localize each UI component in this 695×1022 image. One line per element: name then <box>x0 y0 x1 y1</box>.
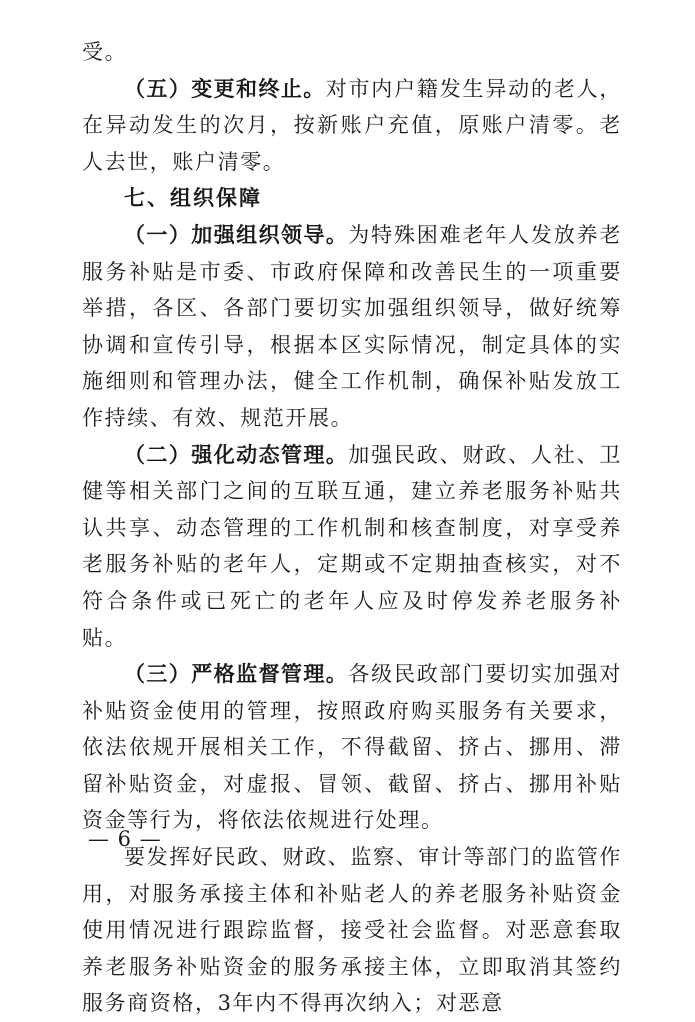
paragraph-text: 受。 <box>82 40 128 64</box>
paragraph-supervision <box>82 656 622 839</box>
paragraph-text: 加强民政、财政、人社、卫健等相关部门之间的互联互通，建立养老服务补贴共认共享、动态管理的工作机制和核查制度，对享受养老服务补贴的老年人，定期或不定期抽查核实，对不符合条件或已死亡的老年人应及时停发养老服务补贴。 <box>82 442 623 650</box>
paragraph-lead: （一）加强组织领导。 <box>124 222 349 247</box>
paragraph-text: 各级民政部门要切实加强对补贴资金使用的管理，按照政府购买服务有关要求，依法依规开展相关工作，不得截留、挤占、挪用、滞留补贴资金，对虚报、冒领、截留、挤占、挪用补贴资金等行为，将依法依规进行处理。 <box>82 662 623 833</box>
document-body <box>82 34 622 1022</box>
paragraph-text: 为特殊困难老年人发放养老服务补贴是市委、市政府保障和改善民生的一项重要举措，各区、各部门要切实加强组织领导，做好统筹协调和宣传引导，根据本区实际情况，制定具体的实施细则和管理办法，健全工作机制，确保补贴发放工作持续、有效、规范开展。 <box>82 222 623 430</box>
page-number: — 6 — <box>88 827 162 851</box>
section-heading <box>82 180 622 217</box>
paragraph-change-termination <box>82 71 622 181</box>
paragraph-dynamic-management <box>82 437 622 657</box>
paragraph-lead: （二）强化动态管理。 <box>124 442 349 467</box>
paragraph-lead: （五）变更和终止。 <box>124 76 326 101</box>
paragraph-oversight <box>82 839 622 1022</box>
section-heading-text: 七、组织保障 <box>124 185 262 211</box>
paragraph-lead: （三）严格监督管理。 <box>124 662 349 687</box>
paragraph-leadership <box>82 217 622 437</box>
paragraph-text: 对市内户籍发生异动的老人，在异动发生的次月，按新账户充值，原账户清零。老人去世，账户清零。 <box>82 76 622 174</box>
paragraph-continuation <box>82 34 622 71</box>
paragraph-text: 要发挥好民政、财政、监察、审计等部门的监管作用，对服务承接主体和补贴老人的养老服务补贴资金使用情况进行跟踪监督，接受社会监督。对恶意套取养老服务补贴资金的服务承接主体，立即取消其签约服务商资格，3年内不得再次纳入；对恶意 <box>82 845 622 1016</box>
